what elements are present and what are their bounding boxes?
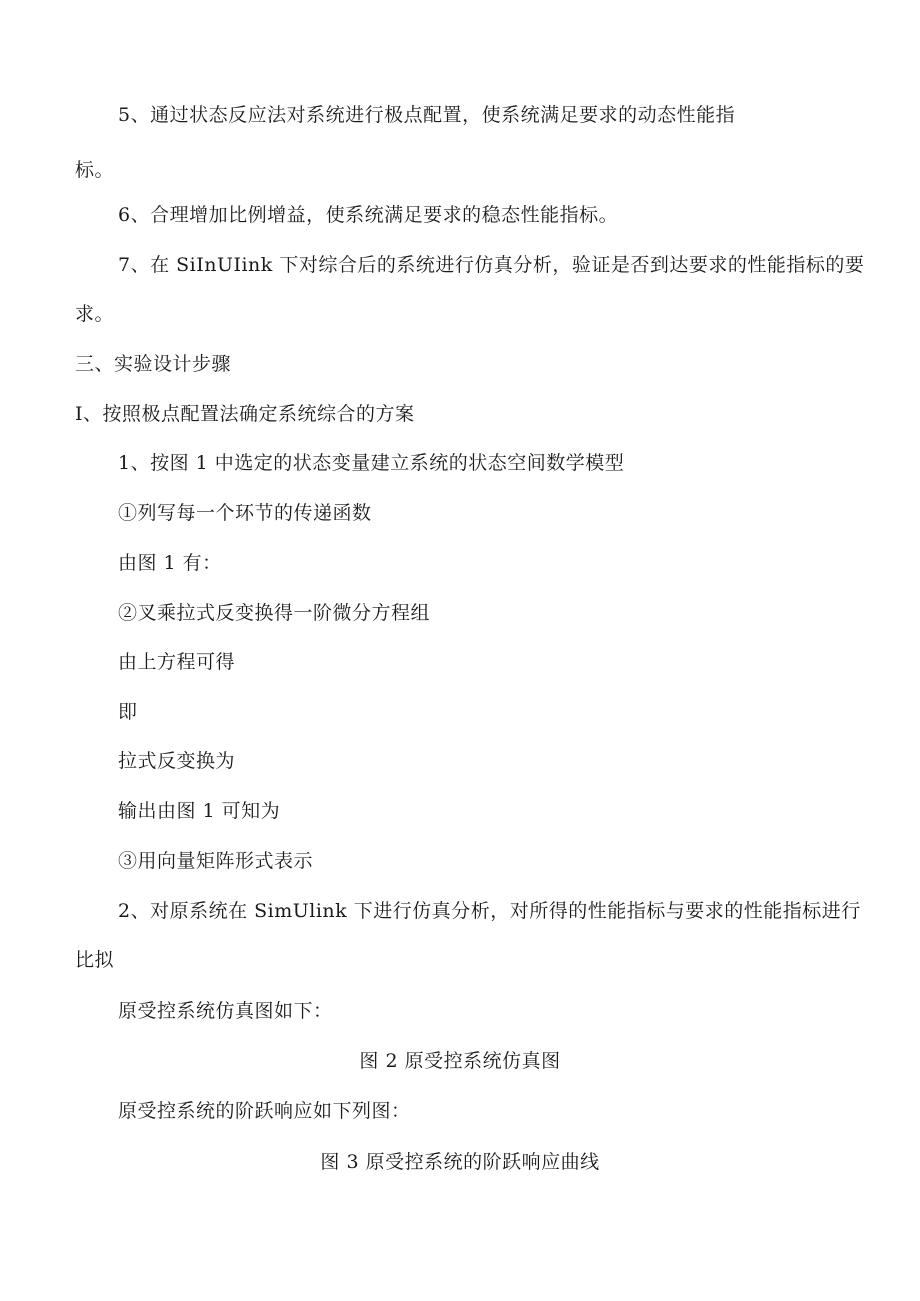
step-1-d: 由上方程可得 [118, 651, 236, 673]
step-1-f: 拉式反变换为 [118, 750, 236, 772]
paragraph-item-7-line2: 求。 [75, 303, 115, 325]
step-1-a: ①列写每一个环节的传递函数 [118, 502, 372, 524]
step-1-e: 即 [118, 701, 138, 723]
subsection-heading: I、按照极点配置法确定系统综合的方案 [75, 403, 415, 425]
step-1-g: 输出由图 1 可知为 [118, 800, 281, 822]
figure-2-caption: 图 2 原受控系统仿真图 [359, 1050, 561, 1072]
paragraph-item-7-line1: 7、在 SiInUIink 下对综合后的系统进行仿真分析，验证是否到达要求的性能指标的要 [118, 254, 865, 276]
paragraph-item-6: 6、合理增加比例增益，使系统满足要求的稳态性能指标。 [118, 204, 619, 226]
paragraph-item-5-line1: 5、通过状态反应法对系统进行极点配置，使系统满足要求的动态性能指 [118, 104, 736, 126]
simulation-intro: 原受控系统仿真图如下： [118, 1000, 333, 1022]
step-2-line1: 2、对原系统在 SimUlink 下进行仿真分析，对所得的性能指标与要求的性能指标进行 [118, 900, 861, 922]
paragraph-item-5-line2: 标。 [75, 159, 115, 181]
section-heading: 三、实验设计步骤 [75, 353, 232, 375]
figure-3-caption: 图 3 原受控系统的阶跃响应曲线 [320, 1151, 600, 1173]
step-1-b: 由图 1 有： [118, 552, 222, 574]
step-1-h: ③用向量矩阵形式表示 [118, 850, 314, 872]
step-1: 1、按图 1 中选定的状态变量建立系统的状态空间数学模型 [118, 452, 625, 474]
step-1-c: ②叉乘拉式反变换得一阶微分方程组 [118, 602, 431, 624]
step-response-intro: 原受控系统的阶跃响应如下列图： [118, 1100, 411, 1122]
step-2-line2: 比拟 [75, 949, 115, 971]
